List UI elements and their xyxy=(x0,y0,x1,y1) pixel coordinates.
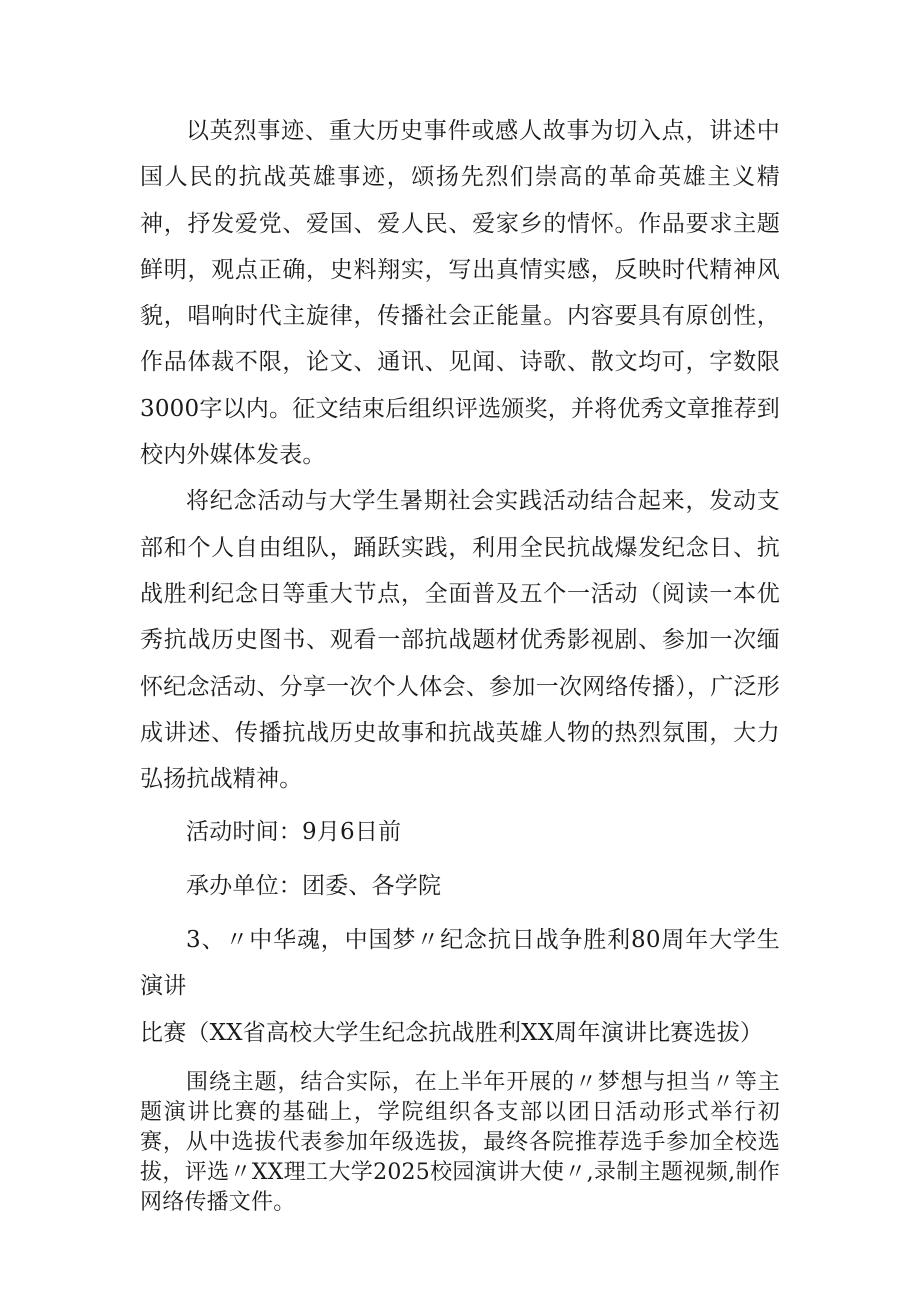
paragraph-summer-practice: 将纪念活动与大学生暑期社会实践活动结合起来，发动支部和个人自由组队，踊跃实践，利用全民抗战爆发纪念日、抗战胜利纪念日等重大节点，全面普及五个一活动（阅读一本优秀抗战历史图书、观看一部抗战题材优秀影视剧、参加一次缅怀纪念活动、分享一次个人体会、参加一次网络传播），广泛形成讲述、传播抗战历史故事和抗战英雄人物的热烈氛围，大力弘扬抗战精神。 xyxy=(140,488,780,793)
document-body xyxy=(140,108,780,1218)
organizer: 承办单位：团委、各学院 xyxy=(186,872,442,899)
section-heading-line-2: 比赛（XX省高校大学生纪念抗战胜利XX周年演讲比赛选拔） xyxy=(140,1019,764,1046)
section-heading-line-1: 3、〃中华魂，中国梦〃纪念抗日战争胜利80周年大学生演讲 xyxy=(140,927,780,1000)
paragraph-essay-contest: 以英烈事迹、重大历史事件或感人故事为切入点，讲述中国人民的抗战英雄事迹，颂扬先烈们崇高的革命英雄主义精神，抒发爱党、爱国、爱人民、爱家乡的情怀。作品要求主题鲜明，观点正确，史料翔实，写出真情实感，反映时代精神风貌，唱响时代主旋律，传播社会正能量。内容要具有原创性，作品体裁不限，论文、通讯、见闻、诗歌、散文均可，字数限3000字以内。征文结束后组织评选颁奖，并将优秀文章推荐到校内外媒体发表。 xyxy=(140,118,780,469)
paragraph-speech-contest: 围绕主题，结合实际，在上半年开展的〃梦想与担当〃等主题演讲比赛的基础上，学院组织各支部以团日活动形式举行初赛，从中选拔代表参加年级选拔，最终各院推荐选手参加全校选拔，评选〃XX理工大学2025校园演讲大使〃,录制主题视频,制作网络传播文件。 xyxy=(140,1069,780,1215)
activity-time: 活动时间：9月6日前 xyxy=(186,819,402,846)
